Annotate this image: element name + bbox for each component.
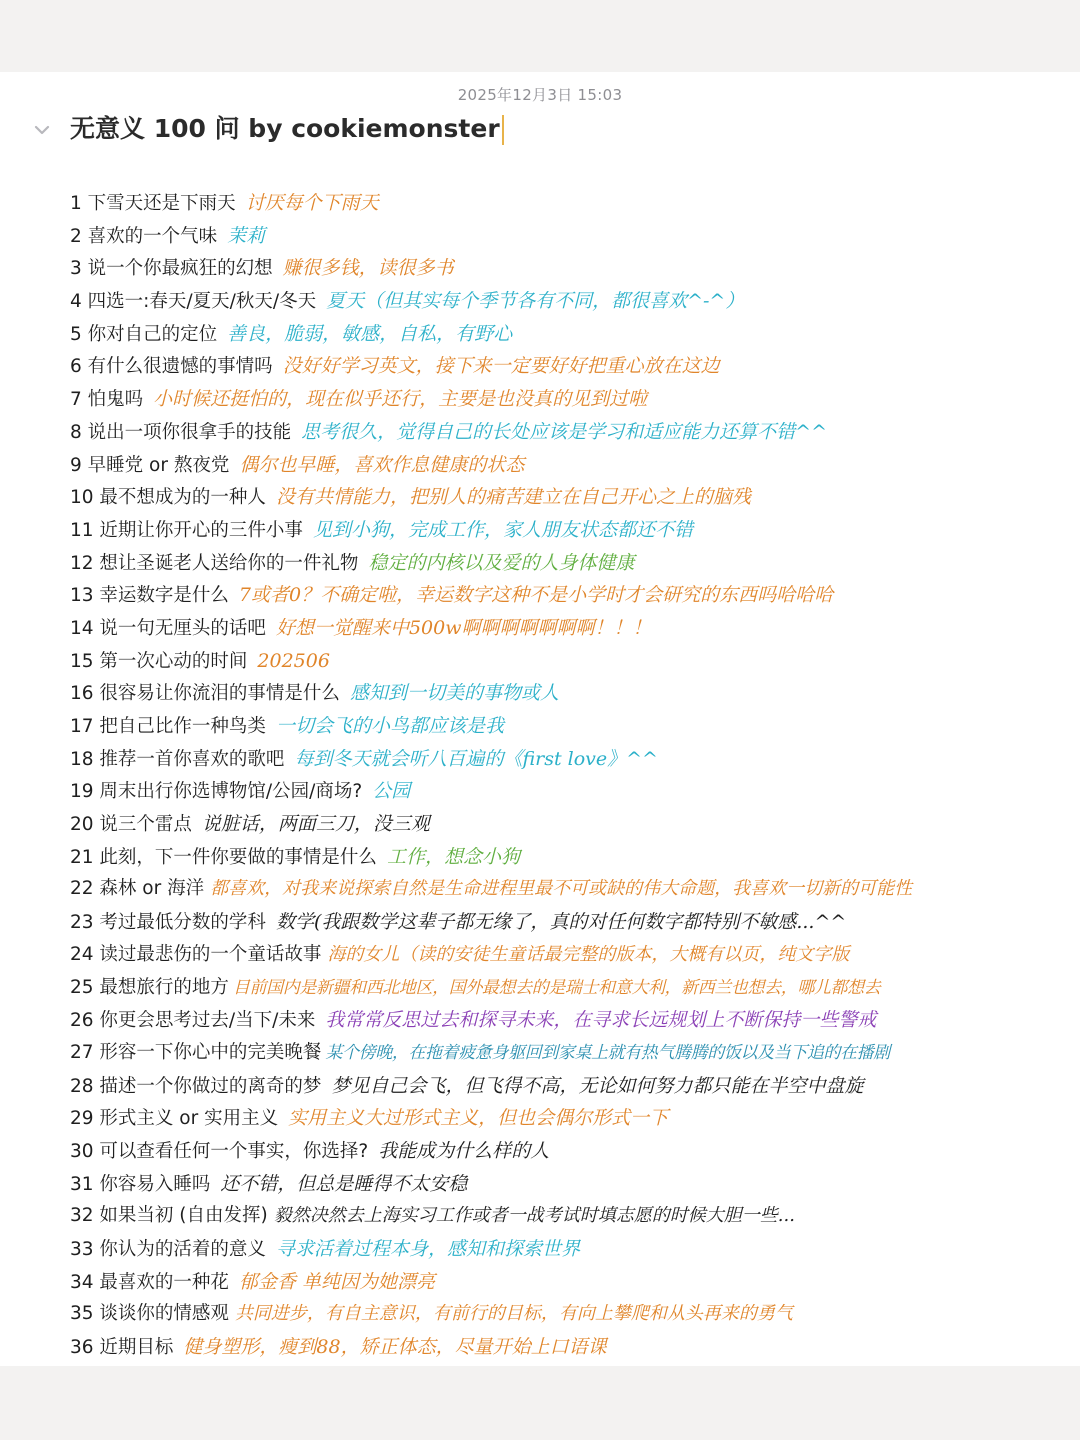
answer-text: 健身塑形，瘦到88，矫正体态，尽量开始上口语课 xyxy=(183,1336,607,1359)
question-text: 9 早睡党 or 熬夜党 xyxy=(70,454,230,476)
answer-text: 郁金香 单纯因为她漂亮 xyxy=(238,1270,435,1293)
list-item xyxy=(70,252,1070,285)
list-item xyxy=(70,1168,1070,1201)
list-item xyxy=(70,710,1070,743)
answer-text: 工作，想念小狗 xyxy=(386,845,520,868)
list-item xyxy=(70,808,1070,841)
question-text: 19 周末出行你选博物馆/公园/商场? xyxy=(70,781,363,803)
answer-text: 我常常反思过去和探寻未来，在寻求长远规划上不断保持一些警戒 xyxy=(325,1009,877,1032)
list-item xyxy=(70,1102,1070,1135)
answer-text: 见到小狗，完成工作，家人朋友状态都还不错 xyxy=(312,518,693,541)
list-item xyxy=(70,645,1070,678)
question-text: 32 如果当初 (自由发挥) xyxy=(70,1205,268,1227)
answer-text: 都喜欢，对我来说探索自然是生命进程里最不可或缺的伟大命题，我喜欢一切新的可能性 xyxy=(210,878,913,900)
list-item xyxy=(70,285,1070,318)
answer-text: 说脏话，两面三刀，没三观 xyxy=(201,813,430,836)
question-text: 36 近期目标 xyxy=(70,1337,174,1359)
question-text: 25 最想旅行的地方 xyxy=(70,976,229,998)
list-item xyxy=(70,743,1070,776)
answer-text: 小时候还挺怕的，现在似乎还行，主要是也没真的见到过啦 xyxy=(153,388,648,411)
list-item xyxy=(70,1233,1070,1266)
question-text: 30 可以查看任何一个事实，你选择? xyxy=(70,1140,369,1162)
list-item xyxy=(70,1331,1070,1364)
question-text: 18 推荐一首你喜欢的歌吧 xyxy=(70,748,285,770)
answer-text: 还不错，但总是睡得不太安稳 xyxy=(220,1172,468,1195)
note-page xyxy=(0,72,1080,1366)
question-text: 22 森林 or 海洋 xyxy=(70,878,205,900)
list-item xyxy=(70,220,1070,253)
question-text: 35 谈谈你的情感观 xyxy=(70,1303,229,1325)
list-item xyxy=(70,841,1070,874)
answer-text: 茉莉 xyxy=(227,224,266,247)
answer-text: 我能成为什么样的人 xyxy=(378,1139,550,1162)
answer-text: 夏天（但其实每个季节各有不同，都很喜欢^-^） xyxy=(326,290,745,313)
question-text: 11 近期让你开心的三件小事 xyxy=(70,519,303,541)
list-item xyxy=(70,187,1070,220)
list-item xyxy=(70,677,1070,710)
question-text: 4 四选一:春天/夏天/秋天/冬天 xyxy=(70,291,317,313)
question-text: 16 很容易让你流泪的事情是什么 xyxy=(70,683,340,705)
answer-text: 稳定的内核以及爱的人身体健康 xyxy=(368,551,635,574)
answer-text: 目前国内是新疆和西北地区，国外最想去的是瑞士和意大利，新西兰也想去，哪儿都想去 xyxy=(232,977,881,998)
list-item xyxy=(70,939,1070,972)
question-text: 7 怕鬼吗 xyxy=(70,389,144,411)
qa-list xyxy=(70,187,1070,1364)
answer-text: 一切会飞的小鸟都应该是我 xyxy=(275,715,504,737)
question-text: 1 下雪天还是下雨天 xyxy=(70,193,236,214)
answer-text: 梦见自己会飞，但飞得不高，无论如何努力都只能在半空中盘旋 xyxy=(331,1074,864,1097)
list-item xyxy=(70,906,1070,939)
list-item xyxy=(70,514,1070,547)
question-text: 28 描述一个你做过的离奇的梦 xyxy=(70,1075,322,1097)
question-text: 6 有什么很遗憾的事情吗 xyxy=(70,356,273,378)
answer-text: 感知到一切美的事物或人 xyxy=(349,682,559,705)
list-item xyxy=(70,383,1070,416)
list-item xyxy=(70,1135,1070,1168)
question-text: 33 你认为的活着的意义 xyxy=(70,1239,266,1260)
question-text: 31 你容易入睡吗 xyxy=(70,1173,211,1195)
question-text: 5 你对自己的定位 xyxy=(70,323,218,345)
question-text: 17 把自己比作一种鸟类 xyxy=(70,716,266,737)
answer-text: 7或者0？不确定啦，幸运数字这种不是小学时才会研究的东西吗哈哈哈 xyxy=(238,584,834,607)
question-text: 26 你更会思考过去/当下/未来 xyxy=(70,1010,316,1032)
question-text: 3 说一个你最疯狂的幻想 xyxy=(70,258,273,280)
list-item xyxy=(70,449,1070,482)
note-title-text: 无意义 100 问 by cookiemonster xyxy=(70,114,500,143)
collapse-toggle[interactable] xyxy=(30,118,54,142)
question-text: 24 读过最悲伤的一个童话故事 xyxy=(70,943,322,965)
list-item xyxy=(70,318,1070,351)
question-text: 34 最喜欢的一种花 xyxy=(70,1271,229,1293)
question-text: 27 形容一下你心中的完美晚餐 xyxy=(70,1041,322,1063)
question-text: 2 喜欢的一个气味 xyxy=(70,225,218,247)
note-timestamp: 2025年12月3日 15:03 xyxy=(457,86,623,104)
answer-text: 好想一觉醒来中500w啊啊啊啊啊啊啊！！！ xyxy=(275,616,652,639)
question-text: 20 说三个雷点 xyxy=(70,814,192,836)
answer-text: 202506 xyxy=(257,649,330,672)
list-item xyxy=(70,350,1070,383)
answer-text: 数学(我跟数学这辈子都无缘了，真的对任何数字都特别不敏感...^^ xyxy=(275,911,847,934)
answer-text: 没好好学习英文，接下来一定要好好把重心放在这边 xyxy=(282,355,720,378)
answer-text: 偶尔也早睡，喜欢作息健康的状态 xyxy=(239,453,525,476)
list-item xyxy=(70,1298,1070,1331)
question-text: 23 考过最低分数的学科 xyxy=(70,912,266,934)
list-item xyxy=(70,481,1070,514)
answer-text: 讨厌每个下雨天 xyxy=(245,192,379,214)
list-item xyxy=(70,972,1070,1005)
list-item xyxy=(70,1037,1070,1070)
answer-text: 思考很久，觉得自己的长处应该是学习和适应能力还算不错^^ xyxy=(301,420,827,443)
question-text: 29 形式主义 or 实用主义 xyxy=(70,1108,279,1130)
list-item xyxy=(70,1200,1070,1233)
list-item xyxy=(70,873,1070,906)
answer-text: 实用主义大过形式主义，但也会偶尔形式一下 xyxy=(288,1107,669,1130)
answer-text: 没有共情能力，把别人的痛苦建立在自己开心之上的脑残 xyxy=(275,486,751,509)
answer-text: 共同进步，有自主意识，有前行的目标，有向上攀爬和从头再来的勇气 xyxy=(234,1303,793,1325)
question-text: 14 说一句无厘头的话吧 xyxy=(70,617,266,639)
answer-text: 公园 xyxy=(372,780,411,803)
list-item xyxy=(70,775,1070,808)
note-title[interactable] xyxy=(70,112,504,146)
question-text: 8 说出一项你很拿手的技能 xyxy=(70,421,292,443)
question-text: 13 幸运数字是什么 xyxy=(70,585,229,607)
answer-text: 毅然决然去上海实习工作或者一战考试时填志愿的时候大胆一些... xyxy=(273,1205,795,1227)
answer-text: 海的女儿（读的安徒生童话最完整的版本，大概有以页，纯文字版 xyxy=(327,943,850,965)
list-item xyxy=(70,416,1070,449)
answer-text: 每到冬天就会听八百遍的《first love》^^ xyxy=(294,747,658,770)
list-item xyxy=(70,1266,1070,1299)
chevron-down-icon xyxy=(30,118,54,142)
text-caret xyxy=(502,115,504,145)
question-text: 10 最不想成为的一种人 xyxy=(70,487,266,509)
list-item xyxy=(70,1070,1070,1103)
answer-text: 寻求活着过程本身，感知和探索世界 xyxy=(275,1238,580,1260)
question-text: 12 想让圣诞老人送给你的一件礼物 xyxy=(70,552,359,574)
list-item xyxy=(70,547,1070,580)
list-item xyxy=(70,579,1070,612)
list-item xyxy=(70,1004,1070,1037)
answer-text: 某个傍晚，在拖着疲惫身躯回到家桌上就有热气腾腾的饭以及当下追的在播剧 xyxy=(325,1042,890,1063)
answer-text: 善良，脆弱，敏感，自私，有野心 xyxy=(227,322,513,345)
list-item xyxy=(70,612,1070,645)
question-text: 15 第一次心动的时间 xyxy=(70,650,248,672)
answer-text: 赚很多钱，读很多书 xyxy=(282,257,454,280)
question-text: 21 此刻，下一件你要做的事情是什么 xyxy=(70,846,377,868)
